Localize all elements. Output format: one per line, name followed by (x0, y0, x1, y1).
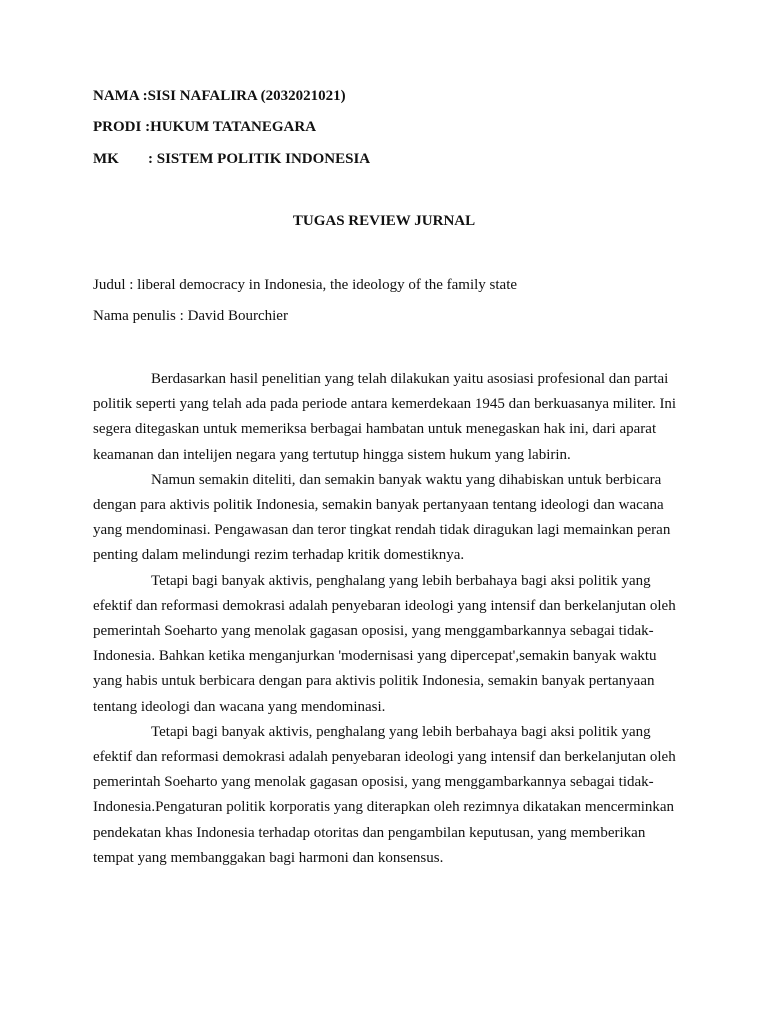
paragraph-4: Tetapi bagi banyak aktivis, penghalang yang lebih berbahaya bagi aksi politik yang efektif dan reformasi demokrasi adalah penyebaran ideologi yang intensif dan berkelanjutan oleh pemerintah Soeharto yang menolak gagasan oposisi, yang menggambarkannya sebagai tidak-Indonesia.Pengaturan politik korporatis yang diterapkan oleh rezimnya dikatakan mencerminkan pendekatan khas Indonesia terhadap otoritas dan pengambilan keputusan, yang memberikan tempat yang membanggakan bagi harmoni dan konsensus. (93, 723, 676, 866)
header-prodi (93, 119, 316, 136)
header-mk (93, 151, 370, 168)
nama-value: SISI NAFALIRA (2032021021) (147, 88, 346, 104)
prodi-label: PRODI : (93, 119, 151, 135)
document-title: TUGAS REVIEW JURNAL (292, 213, 476, 229)
paragraph-2: Namun semakin diteliti, dan semakin banyak waktu yang dihabiskan untuk berbicara dengan para aktivis politik Indonesia, semakin banyak pertanyaan tentang ideologi dan wacana yang mendominasi. Pengawasan dan teror tingkat rendah tidak diragukan lagi memainkan peran penting dalam melindungi rezim terhadap kritik domestiknya. (93, 471, 671, 564)
body-text (93, 367, 683, 871)
mk-label: MK (93, 151, 119, 167)
mk-value: : SISTEM POLITIK INDONESIA (148, 151, 371, 167)
paragraph-3: Tetapi bagi banyak aktivis, penghalang yang lebih berbahaya bagi aksi politik yang efektif dan reformasi demokrasi adalah penyebaran ideologi yang intensif dan berkelanjutan oleh pemerintah Soeharto yang menolak gagasan oposisi, yang menggambarkannya sebagai tidak-Indonesia. Bahkan ketika menganjurkan 'modernisasi yang dipercepat',semakin banyak waktu yang habis untuk berbicara dengan para aktivis politik Indonesia, semakin banyak pertanyaan tentang ideologi dan wacana yang mendominasi. (93, 572, 676, 715)
meta-judul: Judul : liberal democracy in Indonesia, the ideology of the family state (93, 277, 518, 293)
meta-penulis: Nama penulis : David Bourchier (93, 308, 288, 324)
nama-label: NAMA : (93, 88, 148, 104)
header-nama (93, 88, 346, 105)
prodi-value: HUKUM TATANEGARA (150, 119, 317, 135)
paragraph-1: Berdasarkan hasil penelitian yang telah dilakukan yaitu asosiasi profesional dan partai politik seperti yang telah ada pada periode antara kemerdekaan 1945 dan berkuasanya militer. Ini segera ditegaskan untuk memeriksa berbagai hambatan untuk menegaskan hak ini, dari aparat keamanan dan intelijen negara yang tertutup hingga sistem hukum yang labirin. (93, 371, 677, 463)
